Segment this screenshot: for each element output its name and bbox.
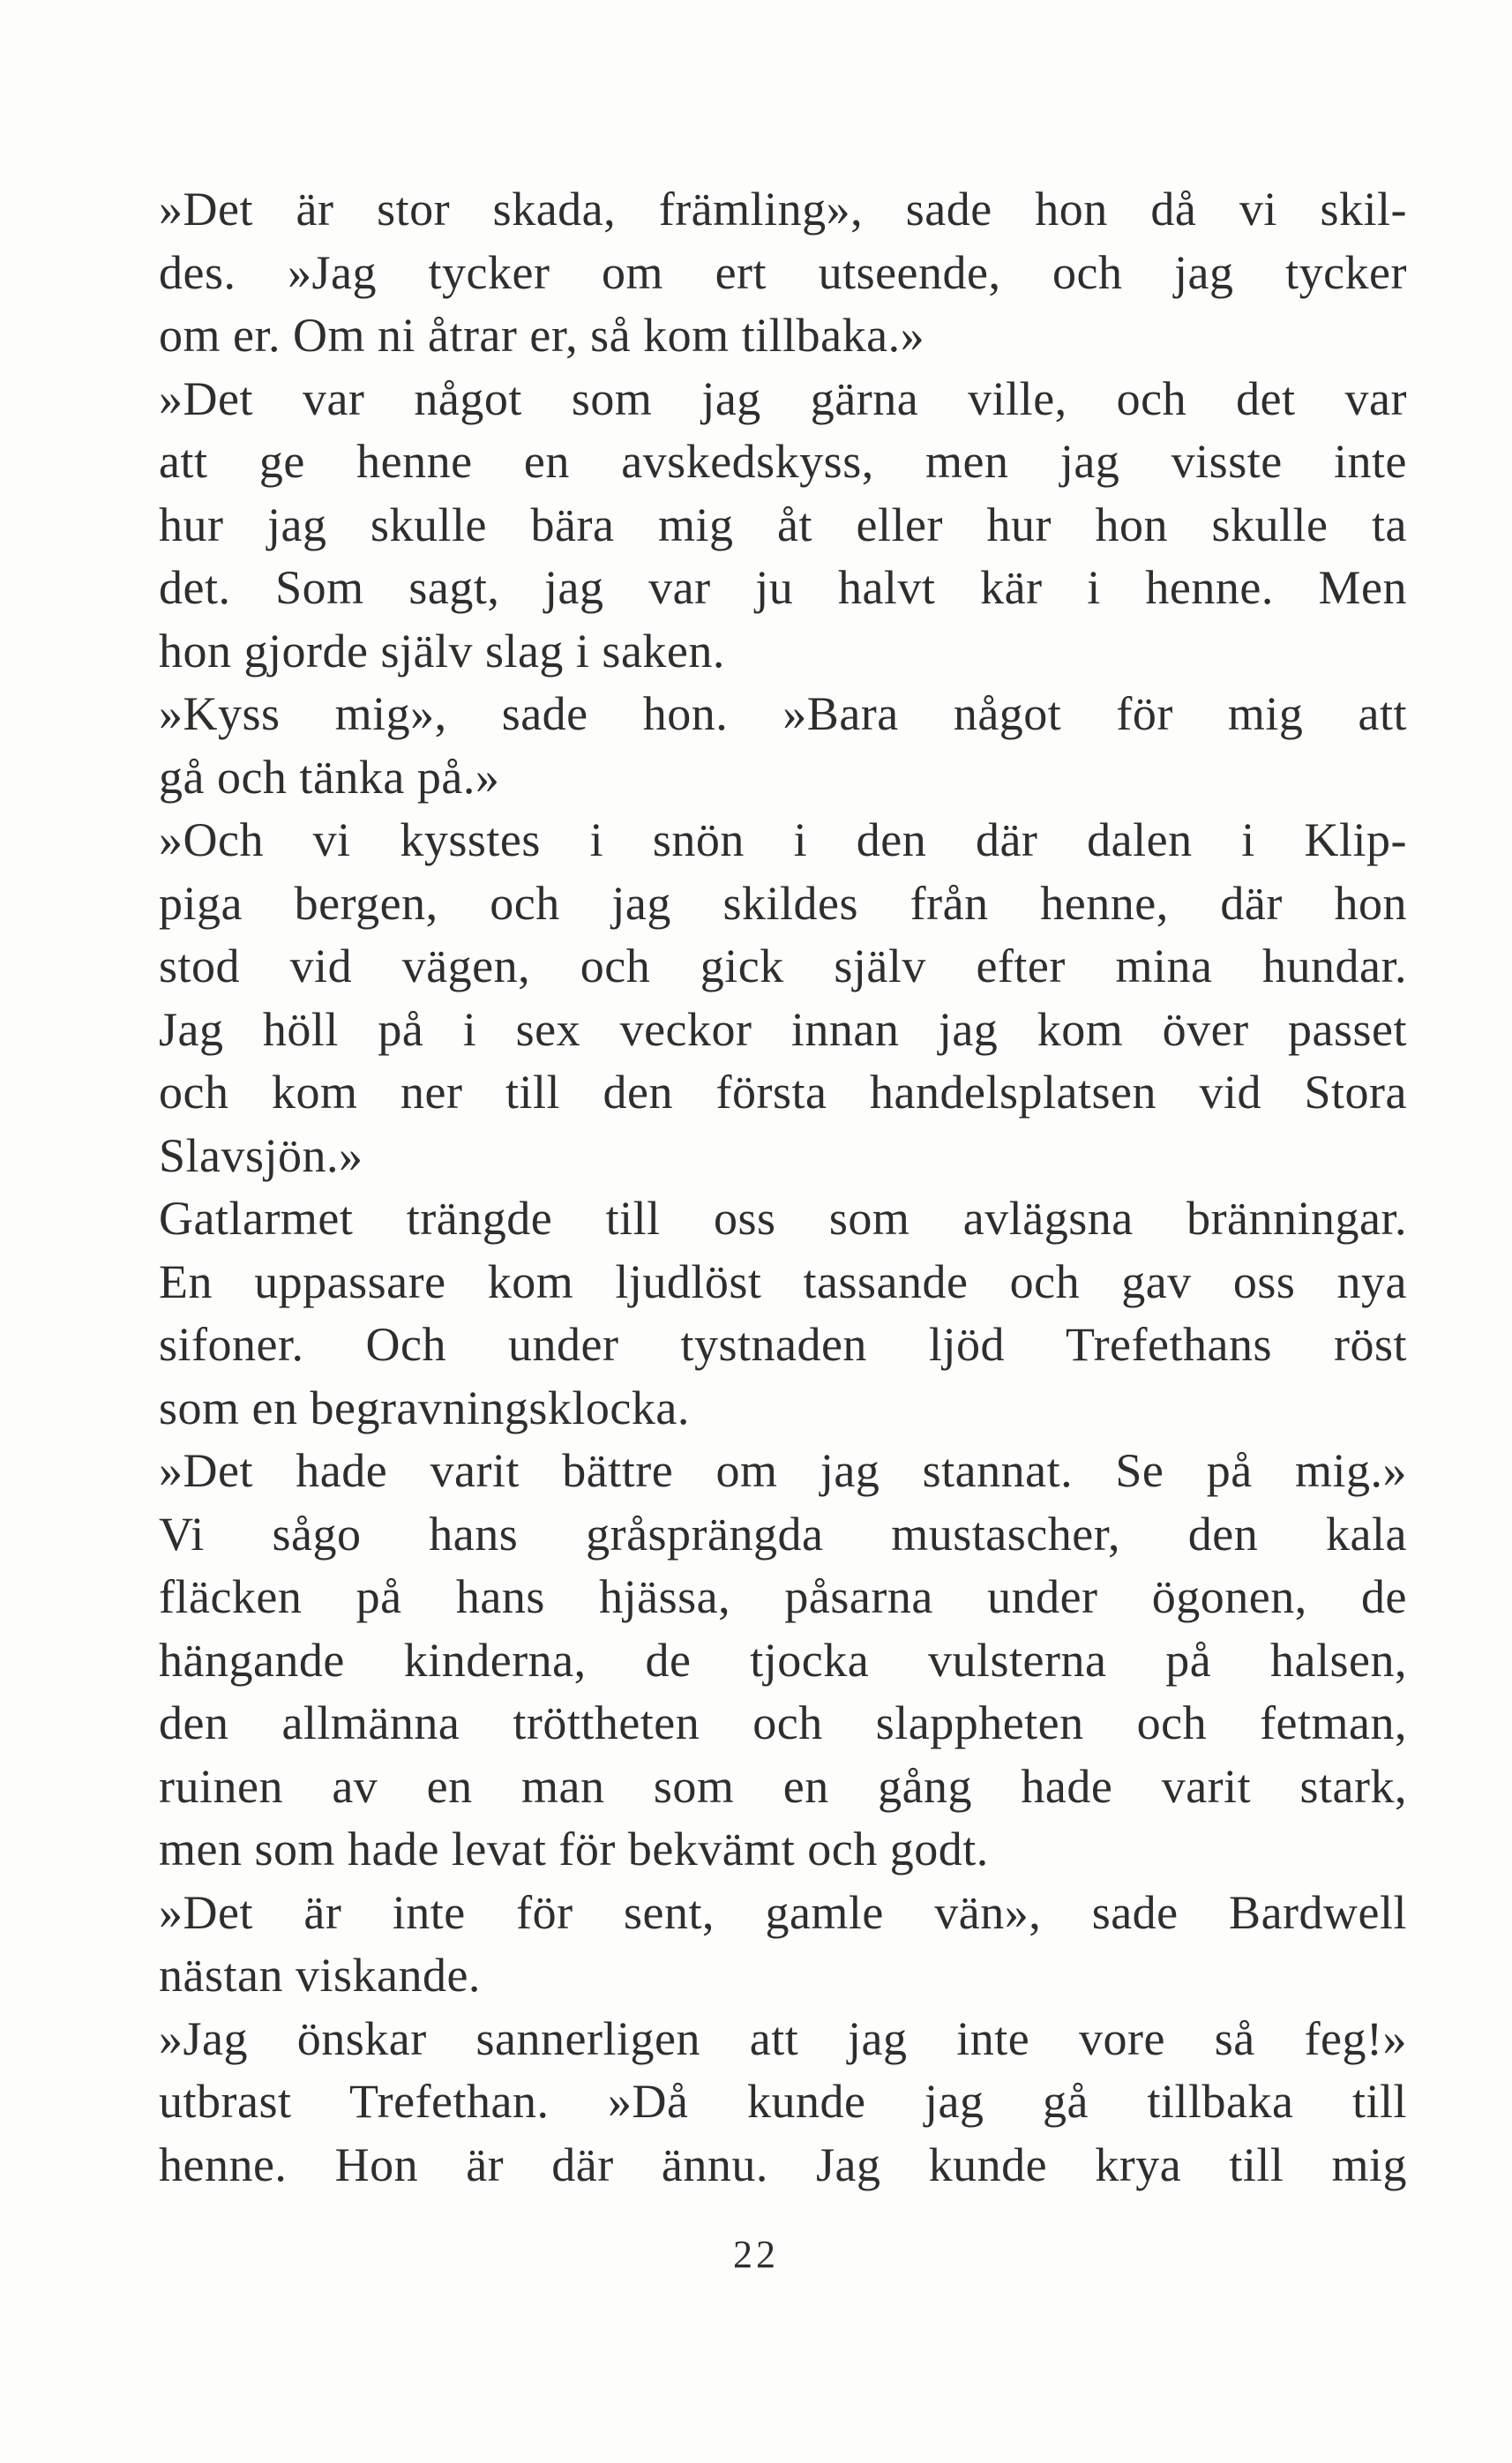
text-line: Slavsjön.»: [159, 1128, 363, 1182]
text-line: »Det hade varit bättre om jag stannat. Se på mig.»: [159, 1444, 1407, 1497]
text-line: »Det är stor skada, främling», sade hon då vi skil-: [159, 183, 1407, 236]
text-line: »Kyss mig», sade hon. »Bara något för mig att: [159, 687, 1407, 740]
text-line: hur jag skulle bära mig åt eller hur hon skulle ta: [159, 498, 1407, 551]
text-line: den allmänna tröttheten och slappheten och fetman,: [159, 1696, 1407, 1749]
text-line: Jag höll på i sex veckor innan jag kom över passet: [159, 1002, 1407, 1056]
text-line: »Det var något som jag gärna ville, och det var: [159, 371, 1407, 425]
text-line: Gatlarmet trängde till oss som avlägsna bränningar.: [159, 1192, 1407, 1245]
text-line: om er. Om ni åtrar er, så kom tillbaka.»: [159, 309, 925, 362]
page-number: 22: [733, 2233, 779, 2276]
text-line: sifoner. Och under tystnaden ljöd Trefethans röst: [159, 1318, 1407, 1371]
text-line: gå och tänka på.»: [159, 750, 500, 804]
text-line: »Det är inte för sent, gamle vän», sade Bardwell: [159, 1885, 1407, 1939]
text-line: Vi sågo hans gråsprängda mustascher, den kala: [159, 1507, 1407, 1561]
text-line: »Och vi kysstes i snön i den där dalen i Klip-: [159, 813, 1407, 866]
text-line: nästan viskande.: [159, 1949, 481, 2002]
text-line: stod vid vägen, och gick själv efter mina hundar.: [159, 940, 1407, 992]
text-line: henne. Hon är där ännu. Jag kunde krya till mig: [159, 2137, 1407, 2191]
text-line: En uppassare kom ljudlöst tassande och gav oss nya: [159, 1254, 1407, 1308]
text-line: ruinen av en man som en gång hade varit stark,: [159, 1759, 1407, 1813]
text-line: des. »Jag tycker om ert utseende, och jag tycker: [159, 245, 1407, 299]
text-line: hängande kinderna, de tjocka vulsterna på halsen,: [159, 1633, 1407, 1687]
text-line: hon gjorde själv slag i saken.: [159, 624, 725, 678]
text-line: men som hade levat för bekvämt och godt.: [159, 1823, 989, 1875]
text-line: det. Som sagt, jag var ju halvt kär i henne. Men: [159, 561, 1407, 614]
text-line: att ge henne en avskedskyss, men jag visste inte: [159, 435, 1407, 488]
text-line: och kom ner till den första handelsplatsen vid Stora: [159, 1066, 1407, 1119]
text-line: piga bergen, och jag skildes från henne, där hon: [159, 876, 1407, 930]
body-text: [159, 178, 1407, 2197]
text-line: utbrast Trefethan. »Då kunde jag gå tillbaka till: [159, 2075, 1407, 2128]
text-line: »Jag önskar sannerligen att jag inte vore så feg!»: [159, 2011, 1407, 2065]
text-line: fläcken på hans hjässa, påsarna under ögonen, de: [159, 1570, 1407, 1623]
text-line: som en begravningsklocka.: [159, 1381, 690, 1434]
